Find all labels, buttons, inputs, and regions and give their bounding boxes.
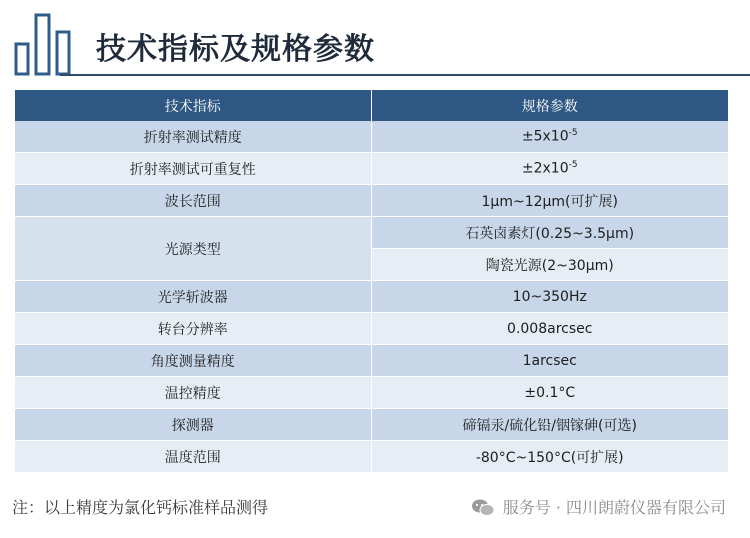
table-row	[15, 377, 728, 409]
param-cell: 转台分辨率	[15, 313, 371, 345]
table-row	[15, 121, 728, 153]
value-cell: 石英卤素灯(0.25~3.5μm)	[371, 217, 728, 249]
watermark	[471, 496, 726, 520]
title-divider	[60, 74, 750, 76]
column-header-param: 技术指标	[15, 90, 371, 121]
param-cell: 折射率测试可重复性	[15, 153, 371, 185]
value-cell: 1μm~12μm(可扩展)	[371, 185, 728, 217]
value-cell: 10~350Hz	[371, 281, 728, 313]
table-row	[15, 185, 728, 217]
column-header-value: 规格参数	[371, 90, 728, 121]
wechat-icon	[471, 498, 495, 518]
param-cell: 探测器	[15, 409, 371, 441]
param-cell: 温度范围	[15, 441, 371, 473]
param-cell: 温控精度	[15, 377, 371, 409]
param-cell: 光学斩波器	[15, 281, 371, 313]
value-cell: 碲镉汞/硫化铅/铟镓砷(可选)	[371, 409, 728, 441]
value-cell: $\pm 2x10^{-5}$	[371, 153, 728, 185]
value-cell: -80°C~150°C(可扩展)	[371, 441, 728, 473]
param-cell: 波长范围	[15, 185, 371, 217]
value-cell: 1arcsec	[371, 345, 728, 377]
table-row	[15, 313, 728, 345]
table-row	[15, 441, 728, 473]
param-cell: 光源类型	[15, 217, 371, 281]
value-cell: 0.008arcsec	[371, 313, 728, 345]
page-title: 技术指标及规格参数	[96, 32, 375, 67]
table-row	[15, 409, 728, 441]
param-cell: 角度测量精度	[15, 345, 371, 377]
table-row	[15, 217, 728, 249]
spec-table	[15, 90, 728, 473]
table-header-row	[15, 90, 728, 121]
table-row	[15, 153, 728, 185]
value-cell: $\pm 5x10^{-5}$	[371, 121, 728, 153]
footnote: 注：以上精度为氯化钙标准样品测得	[12, 498, 269, 517]
param-cell: 折射率测试精度	[15, 121, 371, 153]
value-cell: ±0.1°C	[371, 377, 728, 409]
table-row	[15, 345, 728, 377]
watermark-text: 服务号 · 四川朗蔚仪器有限公司	[502, 498, 726, 517]
table-row	[15, 281, 728, 313]
value-cell: 陶瓷光源(2~30μm)	[371, 249, 728, 281]
bar-chart-icon	[12, 12, 82, 76]
